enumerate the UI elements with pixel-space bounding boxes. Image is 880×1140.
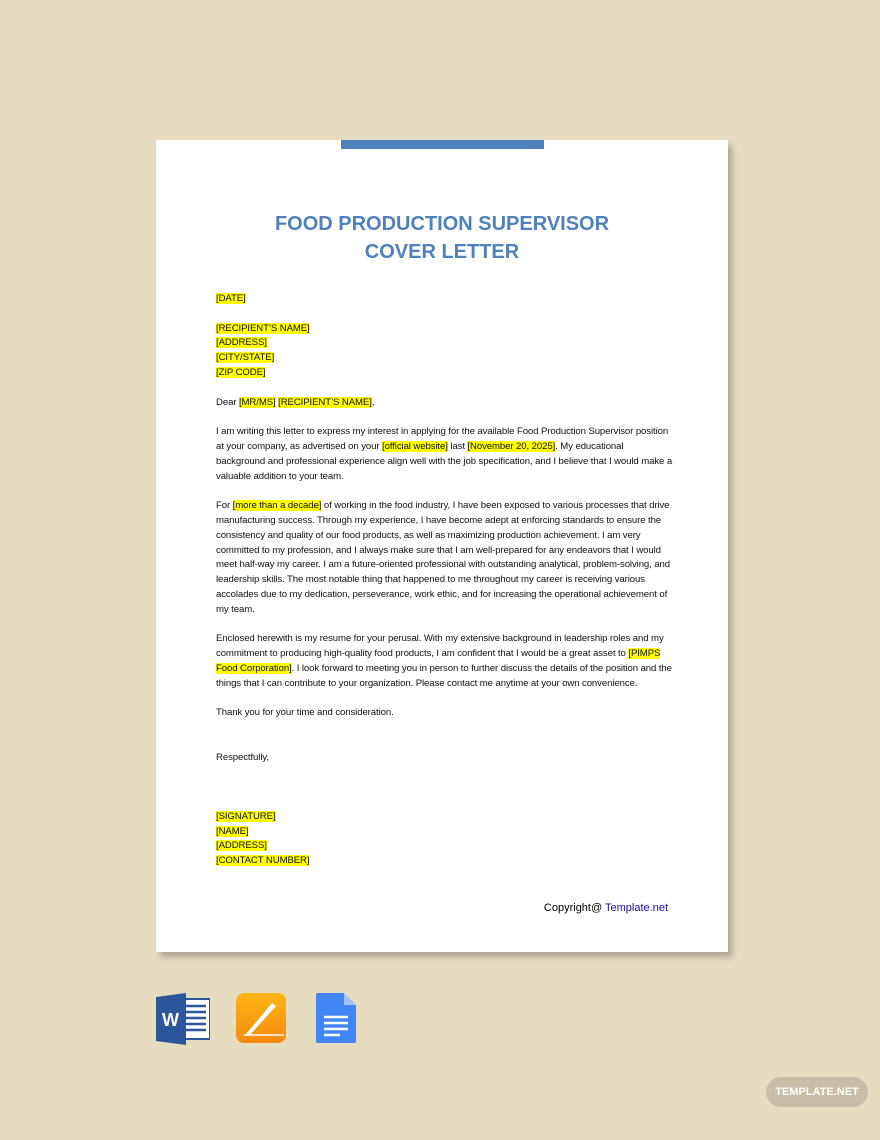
salutation-text: Dear [216,396,239,408]
paragraph-3 [216,632,674,691]
text: last [447,440,468,452]
letter-page [156,140,728,952]
sender-name: [NAME] [216,825,249,837]
title-line-2: COVER LETTER [364,241,520,263]
template-link[interactable]: Template.net [605,902,668,914]
top-accent-bar [341,140,544,149]
format-icons [156,993,398,1045]
title-line-1: FOOD PRODUCTION SUPERVISOR [274,213,610,235]
pages-icon[interactable] [236,993,288,1045]
recipient-zip: [ZIP CODE] [216,366,266,378]
recipient-name: [RECIPIENT’S NAME] [216,322,310,334]
recipient-block [216,322,674,381]
paragraph-2 [216,499,674,617]
placeholder: [more than a decade] [232,500,322,512]
copyright [544,902,668,914]
svg-text:W: W [162,1010,179,1030]
paragraph-4: Thank you for your time and consideration. [216,707,394,719]
salutation [216,396,674,411]
text: For [216,500,233,512]
word-icon[interactable] [156,993,208,1045]
signature-block [216,810,674,869]
date-placeholder: [DATE] [216,293,246,304]
text: . My educational background and professional experience align well with the job specification, and I believe that I would make a valuable addition to your team. [216,440,673,482]
placeholder: [November 20, 2025] [467,440,556,452]
template-net-badge[interactable]: TEMPLATE.NET [766,1077,868,1107]
text: of working in the food industry, I have been exposed to various processes that drive manufacturing success. Through my experience, I have become adept at enforcing standards to ensure the consistency and quality of our food products, as well as maximizing production achievement. I am very committed to my profession, and I always make sure that I am well-prepared for any endeavors that I would meet half-way my career. I am a future-oriented professional with outstanding analytical, problem-solving, and leadership skills. The most notable thing that happened to me throughout my career is receiving various accolades due to my dedication, perseverance, work ethic, and for increasing the operational achievement of my team. [216,500,670,615]
text: I am writing this letter to express my interest in applying for the available Food Production Supervisor position at your company, as advertised on your [216,426,669,452]
letter-body [216,292,674,869]
salutation-comma: , [371,396,375,408]
recipient-city: [CITY/STATE] [216,352,275,364]
signature: [SIGNATURE] [216,810,276,822]
text: Enclosed herewith is my resume for your perusal. With my extensive background in leadership roles and my commitment to producing high-quality food products, I am confident that I would be a great asset to [216,633,664,660]
placeholder: [PIMPS Food Corporation] [216,648,661,674]
salutation-name: [RECIPIENT’S NAME] [278,396,372,408]
page-title [156,210,728,266]
copyright-label: Copyright@ [543,902,606,914]
closing: Respectfully, [216,751,269,763]
google-docs-icon[interactable] [316,993,368,1045]
recipient-address: [ADDRESS] [216,337,267,349]
placeholder: [official website] [382,440,448,452]
sender-contact: [CONTACT NUMBER] [216,855,310,867]
salutation-title: [MR/MS] [238,396,276,408]
text: . I look forward to meeting you in person to further discuss the details of the position and the things that I can contribute to your organization. Please contact me anytime at your own convenience. [216,662,672,689]
paragraph-1 [216,425,674,484]
sender-address: [ADDRESS] [216,840,267,852]
